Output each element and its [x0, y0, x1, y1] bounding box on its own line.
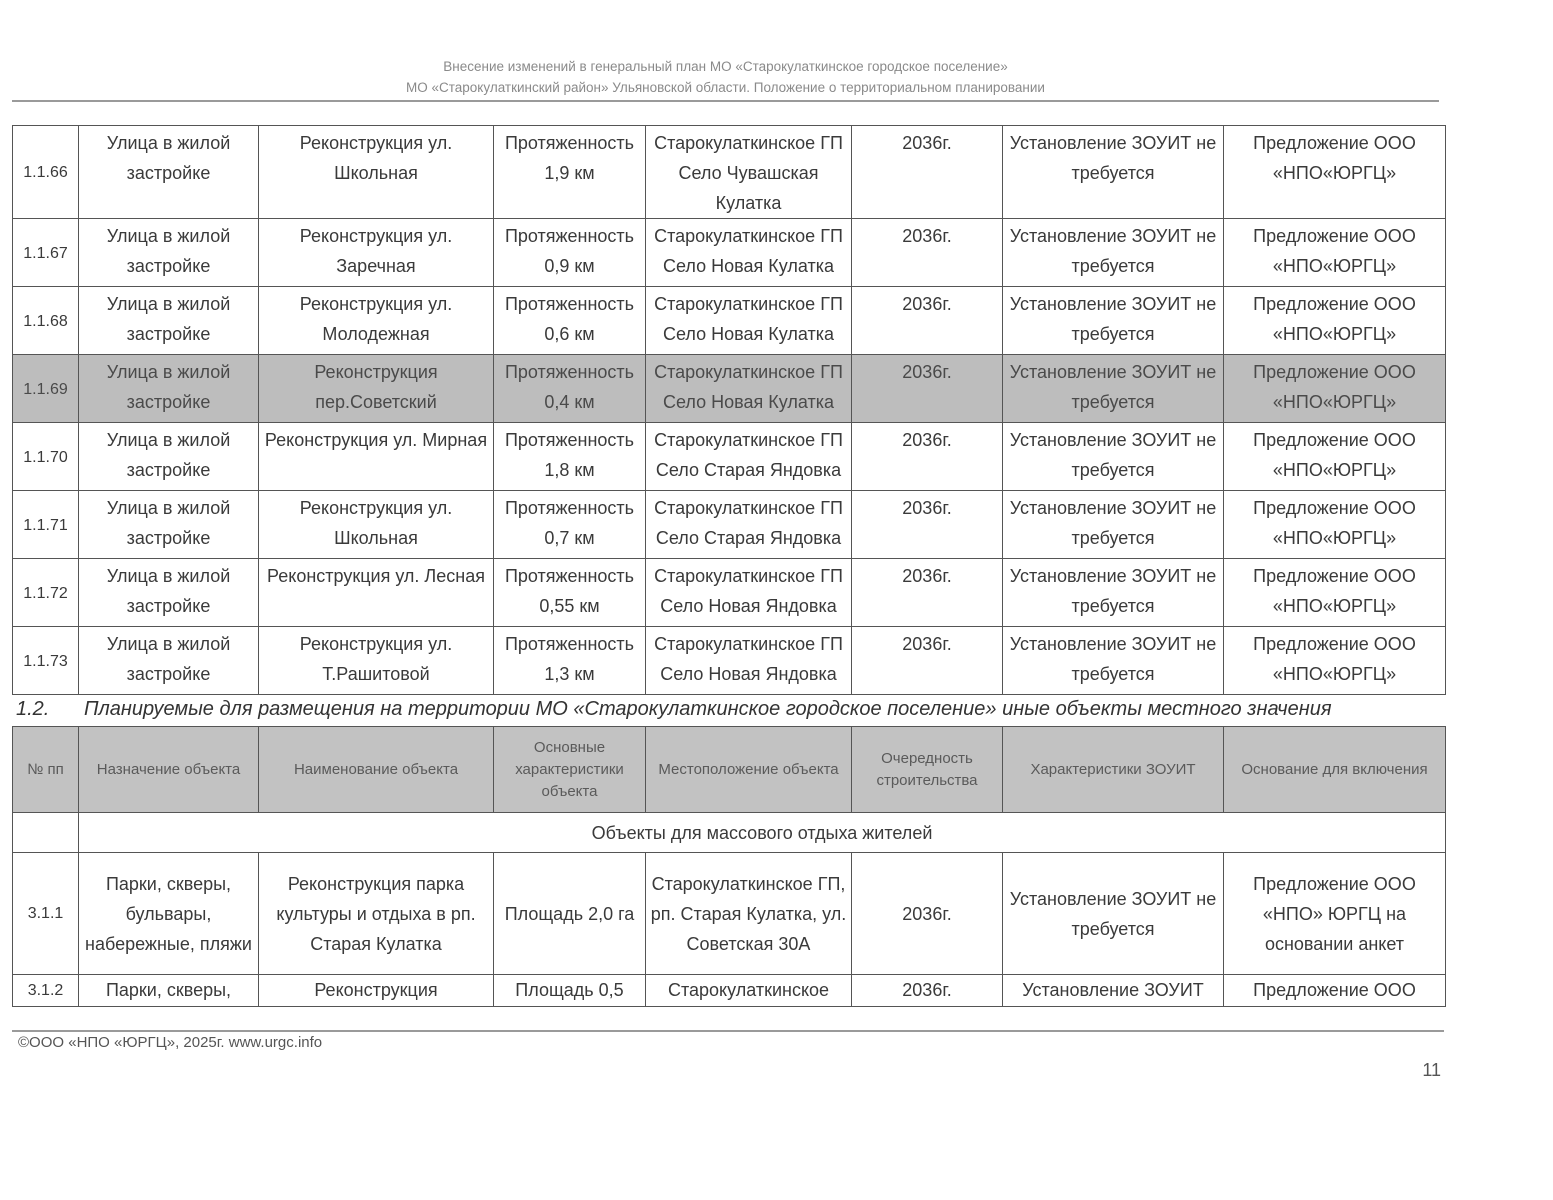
header-line-2: МО «Старокулаткинский район» Ульяновской области. Положение о территориальном планировании: [406, 80, 1045, 95]
zouit-characteristics: Установление ЗОУИТ не требуется: [1003, 219, 1224, 287]
zouit-characteristics: Установление ЗОУИТ: [1003, 975, 1224, 1007]
object-location: Старокулаткинское ГП Село Старая Яндовка: [646, 491, 852, 559]
table-row: [13, 491, 1446, 559]
object-name: Реконструкция ул. Мирная: [259, 423, 494, 491]
object-characteristics: Протяженность 0,6 км: [494, 287, 646, 355]
object-name: Реконструкция ул. Т.Рашитовой: [259, 627, 494, 695]
object-purpose: Улица в жилой застройке: [79, 423, 259, 491]
header-zouit: Характеристики ЗОУИТ: [1003, 727, 1224, 813]
object-purpose: Улица в жилой застройке: [79, 219, 259, 287]
table-row: [13, 627, 1446, 695]
object-characteristics: Протяженность 1,9 км: [494, 126, 646, 219]
construction-period: 2036г.: [852, 491, 1003, 559]
object-characteristics: Протяженность 0,4 км: [494, 355, 646, 423]
table-row: [13, 853, 1446, 975]
object-purpose: Улица в жилой застройке: [79, 287, 259, 355]
construction-period: 2036г.: [852, 126, 1003, 219]
object-name: Реконструкция парка культуры и отдыха в рп. Старая Кулатка: [259, 853, 494, 975]
object-purpose: Парки, скверы, бульвары, набережные, пляжи: [79, 853, 259, 975]
header-period: Очередность строительства: [852, 727, 1003, 813]
object-location: Старокулаткинское ГП Село Новая Яндовка: [646, 627, 852, 695]
section-number: 1.2.: [16, 698, 50, 720]
construction-period: 2036г.: [852, 559, 1003, 627]
object-characteristics: Площадь 0,5: [494, 975, 646, 1007]
table-row: [13, 219, 1446, 287]
object-location: Старокулаткинское: [646, 975, 852, 1007]
table-row: [13, 287, 1446, 355]
inclusion-basis: Предложение ООО «НПО«ЮРГЦ»: [1224, 219, 1446, 287]
row-number: 1.1.70: [13, 423, 79, 491]
object-purpose: Парки, скверы,: [79, 975, 259, 1007]
object-purpose: Улица в жилой застройке: [79, 355, 259, 423]
construction-period: 2036г.: [852, 627, 1003, 695]
header-number: № пп: [13, 727, 79, 813]
table-header-row: [13, 727, 1446, 813]
object-characteristics: Протяженность 1,3 км: [494, 627, 646, 695]
inclusion-basis: Предложение ООО «НПО«ЮРГЦ»: [1224, 287, 1446, 355]
zouit-characteristics: Установление ЗОУИТ не требуется: [1003, 559, 1224, 627]
row-number: 1.1.67: [13, 219, 79, 287]
table-row: [13, 559, 1446, 627]
construction-period: 2036г.: [852, 287, 1003, 355]
streets-table-body: [13, 126, 1446, 695]
zouit-characteristics: Установление ЗОУИТ не требуется: [1003, 423, 1224, 491]
construction-period: 2036г.: [852, 975, 1003, 1007]
group-title: Объекты для массового отдыха жителей: [79, 813, 1446, 853]
zouit-characteristics: Установление ЗОУИТ не требуется: [1003, 853, 1224, 975]
inclusion-basis: Предложение ООО «НПО«ЮРГЦ»: [1224, 491, 1446, 559]
object-name: Реконструкция: [259, 975, 494, 1007]
object-purpose: Улица в жилой застройке: [79, 126, 259, 219]
group-empty-cell: [13, 813, 79, 853]
zouit-characteristics: Установление ЗОУИТ не требуется: [1003, 287, 1224, 355]
header-line-1: Внесение изменений в генеральный план МО «Старокулаткинское городское поселение»: [443, 59, 1008, 74]
section-heading: [16, 698, 1446, 721]
construction-period: 2036г.: [852, 423, 1003, 491]
object-characteristics: Протяженность 0,55 км: [494, 559, 646, 627]
inclusion-basis: Предложение ООО «НПО» ЮРГЦ на основании анкет: [1224, 853, 1446, 975]
row-number: 1.1.66: [13, 126, 79, 219]
header-basis: Основание для включения: [1224, 727, 1446, 813]
footer-copyright: ©ООО «НПО «ЮРГЦ», 2025г. www.urgc.info: [18, 1034, 323, 1051]
zouit-characteristics: Установление ЗОУИТ не требуется: [1003, 355, 1224, 423]
header-divider: [12, 100, 1439, 102]
object-name: Реконструкция ул. Лесная: [259, 559, 494, 627]
construction-period: 2036г.: [852, 219, 1003, 287]
construction-period: 2036г.: [852, 355, 1003, 423]
header-purpose: Назначение объекта: [79, 727, 259, 813]
object-location: Старокулаткинское ГП Село Новая Яндовка: [646, 559, 852, 627]
row-number: 1.1.73: [13, 627, 79, 695]
inclusion-basis: Предложение ООО «НПО«ЮРГЦ»: [1224, 126, 1446, 219]
zouit-characteristics: Установление ЗОУИТ не требуется: [1003, 627, 1224, 695]
zouit-characteristics: Установление ЗОУИТ не требуется: [1003, 126, 1224, 219]
object-purpose: Улица в жилой застройке: [79, 559, 259, 627]
inclusion-basis: Предложение ООО «НПО«ЮРГЦ»: [1224, 559, 1446, 627]
object-location: Старокулаткинское ГП Село Новая Кулатка: [646, 287, 852, 355]
object-name: Реконструкция ул. Молодежная: [259, 287, 494, 355]
row-number: 1.1.69: [13, 355, 79, 423]
zouit-characteristics: Установление ЗОУИТ не требуется: [1003, 491, 1224, 559]
table-row-highlighted: [13, 355, 1446, 423]
local-objects-table: [12, 726, 1446, 1007]
header-location: Местоположение объекта: [646, 727, 852, 813]
object-characteristics: Площадь 2,0 га: [494, 853, 646, 975]
object-name: Реконструкция ул. Заречная: [259, 219, 494, 287]
streets-table: [12, 125, 1446, 695]
object-purpose: Улица в жилой застройке: [79, 491, 259, 559]
inclusion-basis: Предложение ООО «НПО«ЮРГЦ»: [1224, 627, 1446, 695]
construction-period: 2036г.: [852, 853, 1003, 975]
table-row: [13, 975, 1446, 1007]
group-row: [13, 813, 1446, 853]
inclusion-basis: Предложение ООО «НПО«ЮРГЦ»: [1224, 423, 1446, 491]
table-row: [13, 423, 1446, 491]
row-number: 1.1.72: [13, 559, 79, 627]
page-number: 11: [1422, 1060, 1441, 1080]
object-purpose: Улица в жилой застройке: [79, 627, 259, 695]
object-location: Старокулаткинское ГП Село Новая Кулатка: [646, 355, 852, 423]
header-name: Наименование объекта: [259, 727, 494, 813]
object-name: Реконструкция ул. Школьная: [259, 491, 494, 559]
object-location: Старокулаткинское ГП Село Новая Кулатка: [646, 219, 852, 287]
object-location: Старокулаткинское ГП Село Чувашская Кулатка: [646, 126, 852, 219]
object-location: Старокулаткинское ГП Село Старая Яндовка: [646, 423, 852, 491]
row-number: 3.1.1: [13, 853, 79, 975]
inclusion-basis: Предложение ООО: [1224, 975, 1446, 1007]
object-characteristics: Протяженность 0,9 км: [494, 219, 646, 287]
object-characteristics: Протяженность 0,7 км: [494, 491, 646, 559]
object-name: Реконструкция пер.Советский: [259, 355, 494, 423]
section-title: Планируемые для размещения на территории МО «Старокулаткинское городское поселение» иные объекты местного значения: [84, 698, 1332, 720]
row-number: 3.1.2: [13, 975, 79, 1007]
document-header: [12, 56, 1439, 98]
object-location: Старокулаткинское ГП, рп. Старая Кулатка, ул. Советская 30А: [646, 853, 852, 975]
inclusion-basis: Предложение ООО «НПО«ЮРГЦ»: [1224, 355, 1446, 423]
table-row: [13, 126, 1446, 219]
footer-divider: [12, 1030, 1444, 1032]
row-number: 1.1.68: [13, 287, 79, 355]
header-characteristics: Основные характеристики объекта: [494, 727, 646, 813]
object-characteristics: Протяженность 1,8 км: [494, 423, 646, 491]
object-name: Реконструкция ул. Школьная: [259, 126, 494, 219]
row-number: 1.1.71: [13, 491, 79, 559]
